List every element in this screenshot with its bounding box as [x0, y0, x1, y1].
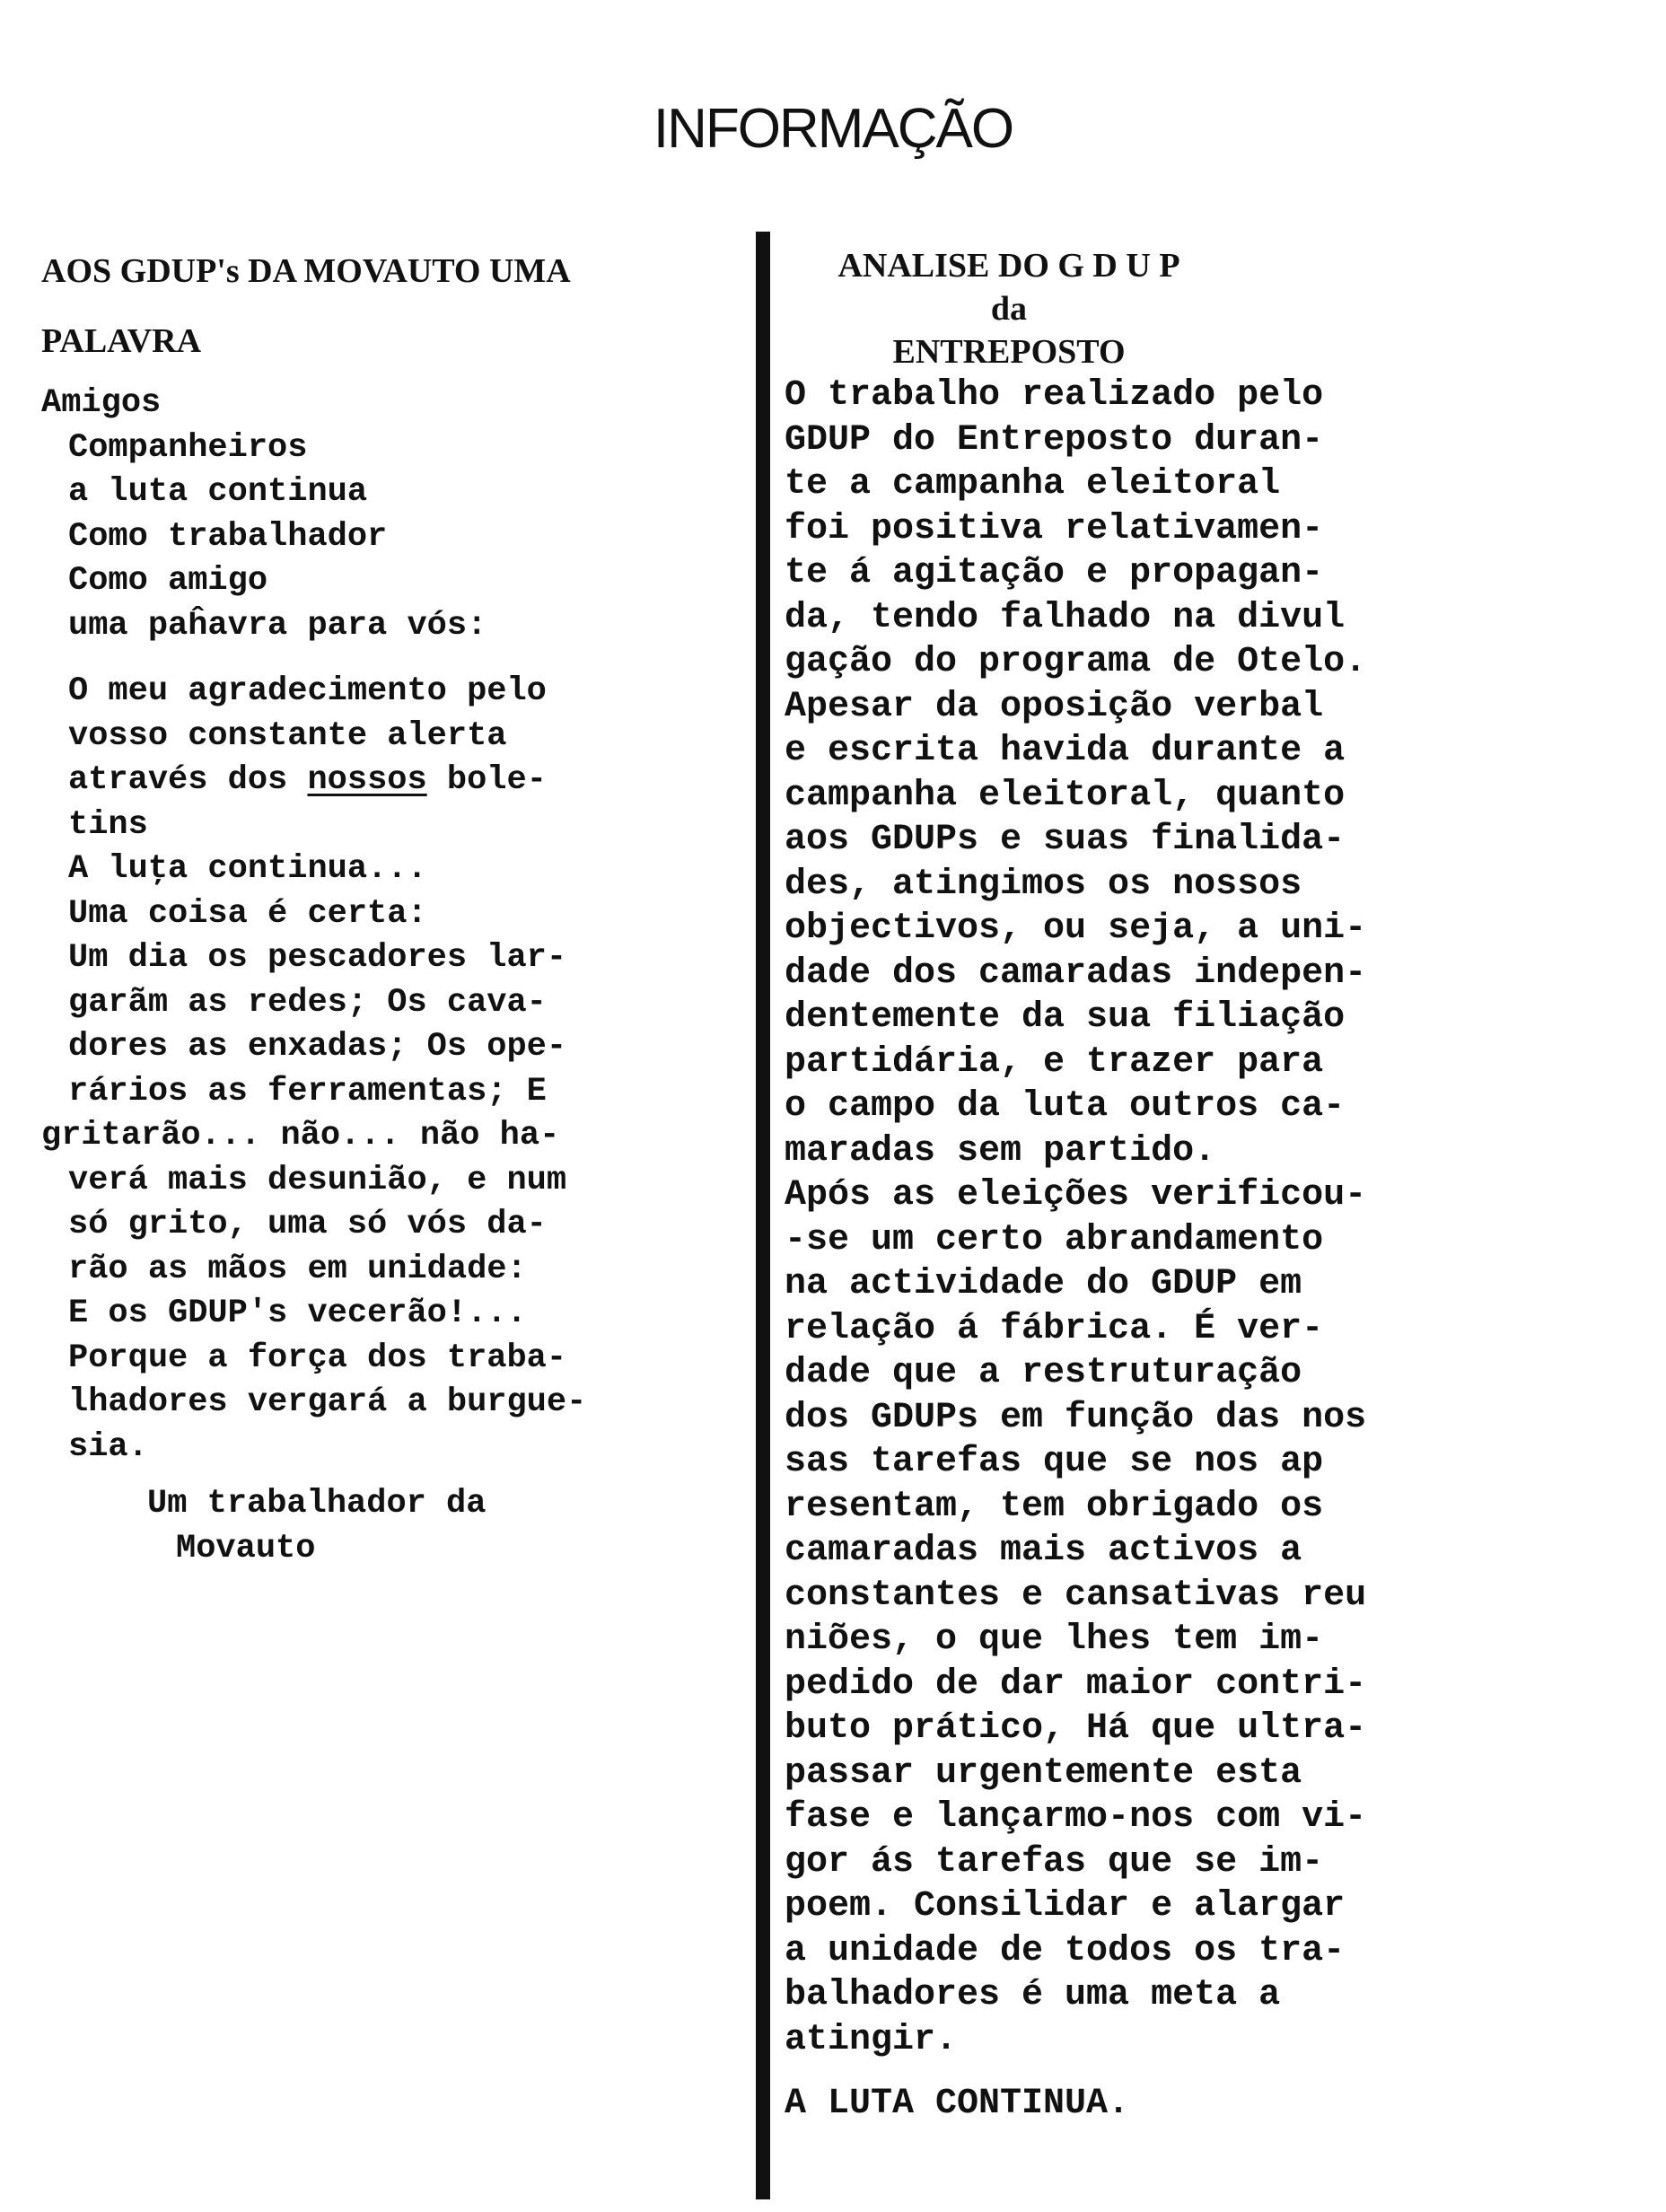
signature-line-1: Um trabalhador da — [147, 1485, 487, 1523]
body-line: niões, o que lhes tem im- — [785, 1620, 1324, 1660]
body-line: campanha eleitoral, quanto — [785, 775, 1346, 816]
body-line: foi positiva relativamen- — [785, 508, 1324, 549]
body-line: gação do programa de Otelo. — [785, 642, 1367, 682]
body-line: O trabalho realizado pelo — [785, 375, 1324, 416]
body-line: e escrita havida durante a — [785, 731, 1346, 771]
body-line: E os GDUP's vecerão!... — [68, 1295, 527, 1332]
body-line: constantes e cansativas reu — [785, 1575, 1367, 1616]
body-line: só grito, uma só vós da- — [68, 1206, 547, 1243]
body-line: relação á fábrica. É ver- — [785, 1308, 1324, 1349]
right-article-heading-line-1: ANALISE DO G D U P — [837, 247, 1180, 285]
body-line: atingir. — [785, 2019, 958, 2060]
body-line: Porque a força dos traba- — [68, 1339, 567, 1377]
body-line: te á agitação e propagan- — [785, 553, 1324, 593]
body-line: garãm as redes; Os cava- — [68, 983, 547, 1022]
body-line: Uma coisa é certa: — [68, 894, 427, 933]
intro-line: Companheiros — [68, 428, 308, 467]
body-line: Apesar da oposição verbal — [785, 686, 1324, 727]
body-line: da, tendo falhado na divul — [785, 597, 1346, 638]
left-article — [41, 244, 741, 1571]
right-article — [785, 244, 1646, 2127]
body-line: rão as mãos em unidade: — [68, 1250, 527, 1288]
body-line: dentemente da sua filiação — [785, 997, 1346, 1038]
body-line: fase e lançarmo-nos com vi- — [785, 1797, 1367, 1838]
body-line: -se um certo abrandamento — [785, 1219, 1324, 1260]
body-line: lhadores vergará a burgue- — [68, 1383, 587, 1421]
body-line: A luţa continua... — [68, 850, 427, 888]
body-line: objectivos, ou seja, a uni- — [785, 908, 1367, 949]
body-line: Após as eleições verificou- — [785, 1175, 1367, 1216]
left-article-heading-line-2: PALAVRA — [41, 321, 202, 360]
body-line: O meu agradecimento pelo — [68, 672, 547, 710]
page-title: INFORMAÇÃO — [653, 98, 1013, 160]
body-line: GDUP do Entreposto duran- — [785, 419, 1324, 461]
body-line: tins — [68, 805, 148, 844]
body-line: maradas sem partido. — [785, 1130, 1216, 1172]
body-line: gor ás tarefas que se im- — [785, 1841, 1324, 1883]
body-line: camaradas mais activos a — [785, 1531, 1302, 1571]
right-article-heading-line-3: ENTREPOSTO — [892, 333, 1126, 371]
underlined-word: nossos — [307, 761, 427, 799]
signature-line-2: Movauto — [176, 1529, 316, 1567]
body-line: partidária, e trazer para — [785, 1041, 1324, 1083]
body-line: buto prático, Há que ultra- — [785, 1708, 1367, 1749]
intro-line: uma paĥavra para vós: — [68, 606, 487, 645]
body-line: na actividade do GDUP em — [785, 1264, 1302, 1304]
body-line-with-underline — [41, 759, 741, 803]
body-line: a unidade de todos os tra- — [785, 1930, 1346, 1971]
body-line: resentam, tem obrigado os — [785, 1486, 1324, 1527]
body-line: rários as ferramentas; E — [68, 1072, 547, 1110]
greeting: Amigos — [41, 384, 162, 422]
body-line: gritarão... não... não ha- — [41, 1117, 560, 1154]
body-text: bole- — [426, 761, 547, 799]
body-line: pedido de dar maior contri- — [785, 1663, 1367, 1705]
right-article-heading-line-2: da — [990, 290, 1028, 328]
body-line: sia. — [68, 1427, 148, 1466]
body-line: verá mais desunião, e num — [68, 1161, 567, 1199]
column-divider — [756, 232, 770, 2199]
closing-slogan: A LUTA CONTINUA. — [785, 2084, 1130, 2124]
body-line: vosso constante alerta — [68, 716, 507, 755]
body-line: dade que a restruturação — [785, 1353, 1302, 1393]
body-line: aos GDUPs e suas finalida- — [785, 820, 1346, 860]
body-line: dade dos camaradas indepen- — [785, 952, 1367, 994]
intro-line: Como amigo — [68, 562, 268, 600]
body-line: sas tarefas que se nos ap — [785, 1442, 1324, 1482]
intro-line: a luta continua — [68, 473, 368, 511]
body-line: dos GDUPs em função das nos — [785, 1397, 1367, 1438]
body-line: des, atingimos os nossos — [785, 864, 1302, 905]
body-line: dores as enxadas; Os ope- — [68, 1028, 567, 1066]
body-line: Um dia os pescadores lar- — [68, 939, 567, 977]
intro-line: Como trabalhador — [68, 517, 388, 556]
left-article-heading-line-1: AOS GDUP's DA MOVAUTO UMA — [41, 252, 571, 290]
right-article-body — [785, 373, 1646, 2062]
body-line: poem. Consilidar e alargar — [785, 1886, 1346, 1927]
body-line: te a campanha eleitoral — [785, 464, 1281, 505]
body-text: através dos — [68, 761, 308, 799]
body-line: balhadores é uma meta a — [785, 1975, 1281, 2015]
body-line: o campo da luta outros ca- — [785, 1086, 1346, 1127]
body-line: passar urgentemente esta — [785, 1752, 1302, 1794]
